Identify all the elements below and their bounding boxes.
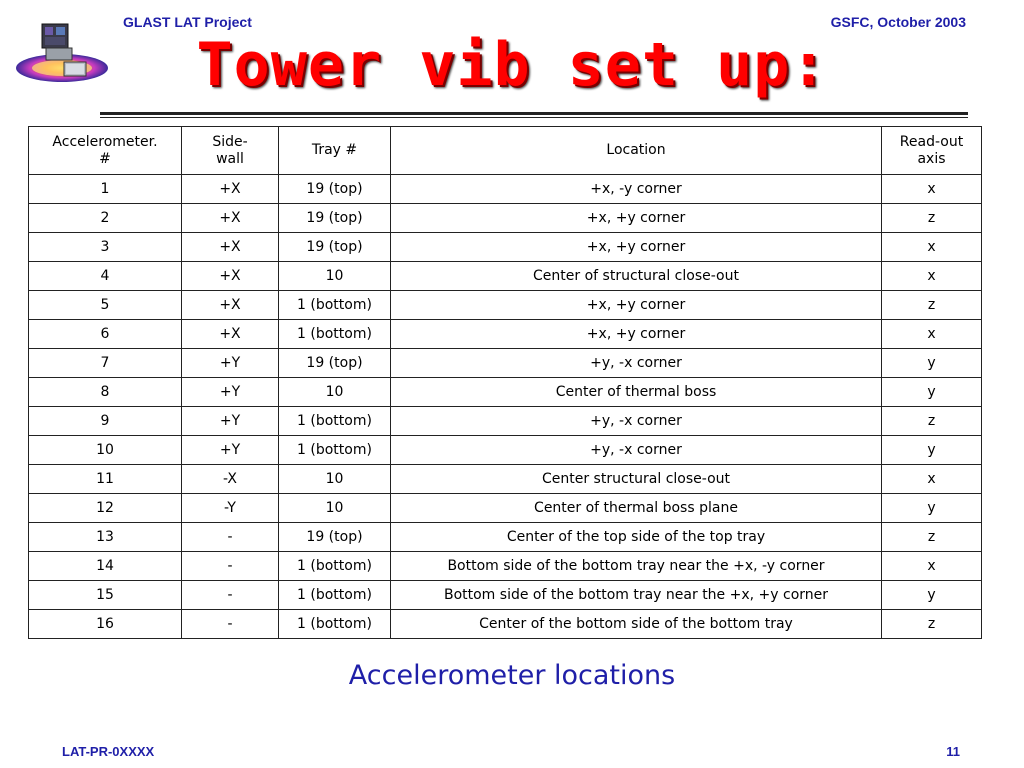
table-cell-col-location: +y, -x corner — [391, 407, 882, 436]
table-cell-col-tray: 10 — [279, 465, 391, 494]
table-cell-col-accelerometer: 8 — [29, 378, 182, 407]
table-cell-col-side-wall: - — [182, 552, 279, 581]
table-row — [29, 320, 982, 349]
table-cell-col-tray: 10 — [279, 262, 391, 291]
table-cell-col-tray: 10 — [279, 494, 391, 523]
table-cell-col-location: Bottom side of the bottom tray near the +x, +y corner — [391, 581, 882, 610]
table-cell-col-tray: 1 (bottom) — [279, 291, 391, 320]
table-cell-col-side-wall: +X — [182, 204, 279, 233]
table-row — [29, 291, 982, 320]
table-cell-col-tray: 19 (top) — [279, 175, 391, 204]
document-number: LAT-PR-0XXXX — [62, 744, 155, 759]
table-cell-col-accelerometer: 9 — [29, 407, 182, 436]
title-divider-thin — [100, 117, 968, 118]
table-cell-col-side-wall: -Y — [182, 494, 279, 523]
table-cell-col-readout-axis: y — [882, 581, 982, 610]
table-cell-col-side-wall: +Y — [182, 436, 279, 465]
header-col-tray — [279, 127, 391, 175]
table-cell-col-location: Bottom side of the bottom tray near the +x, -y corner — [391, 552, 882, 581]
table-cell-col-accelerometer: 4 — [29, 262, 182, 291]
table-cell-col-accelerometer: 14 — [29, 552, 182, 581]
table-cell-col-side-wall: - — [182, 610, 279, 639]
table-cell-col-tray: 1 (bottom) — [279, 552, 391, 581]
table-cell-col-accelerometer: 16 — [29, 610, 182, 639]
table-cell-col-readout-axis: y — [882, 494, 982, 523]
table-row — [29, 233, 982, 262]
header-col-readout-axis — [882, 127, 982, 175]
table-cell-col-location: +y, -x corner — [391, 436, 882, 465]
table-header-row — [29, 127, 982, 175]
table-row — [29, 465, 982, 494]
table-cell-col-location: Center structural close-out — [391, 465, 882, 494]
table-cell-col-readout-axis: x — [882, 552, 982, 581]
table-cell-col-location: +x, -y corner — [391, 175, 882, 204]
table-cell-col-tray: 19 (top) — [279, 523, 391, 552]
table-cell-col-readout-axis: x — [882, 233, 982, 262]
table-cell-col-accelerometer: 5 — [29, 291, 182, 320]
table-cell-col-accelerometer: 10 — [29, 436, 182, 465]
header-project: GLAST LAT Project — [123, 14, 252, 30]
table-cell-col-readout-axis: x — [882, 262, 982, 291]
page-number: 11 — [946, 744, 960, 759]
table-cell-col-location: +y, -x corner — [391, 349, 882, 378]
table-cell-col-readout-axis: x — [882, 175, 982, 204]
table-cell-col-side-wall: +X — [182, 262, 279, 291]
table-cell-col-accelerometer: 12 — [29, 494, 182, 523]
header-col-accelerometer — [29, 127, 182, 175]
table-cell-col-tray: 1 (bottom) — [279, 407, 391, 436]
table-cell-col-location: +x, +y corner — [391, 291, 882, 320]
table-row — [29, 175, 982, 204]
table-cell-col-readout-axis: x — [882, 320, 982, 349]
table-cell-col-side-wall: +Y — [182, 349, 279, 378]
table-row — [29, 552, 982, 581]
table-cell-col-location: Center of structural close-out — [391, 262, 882, 291]
table-cell-col-readout-axis: z — [882, 523, 982, 552]
table-row — [29, 407, 982, 436]
table-cell-col-accelerometer: 11 — [29, 465, 182, 494]
table-row — [29, 262, 982, 291]
table-cell-col-tray: 1 (bottom) — [279, 610, 391, 639]
table-cell-col-side-wall: - — [182, 523, 279, 552]
table-cell-col-location: Center of the top side of the top tray — [391, 523, 882, 552]
table-cell-col-location: +x, +y corner — [391, 320, 882, 349]
header-line: # — [99, 150, 111, 167]
accelerometer-table — [28, 126, 982, 639]
table-cell-col-readout-axis: y — [882, 436, 982, 465]
table-cell-col-location: +x, +y corner — [391, 204, 882, 233]
table-row — [29, 494, 982, 523]
table-cell-col-side-wall: +Y — [182, 407, 279, 436]
table-cell-col-accelerometer: 3 — [29, 233, 182, 262]
table-cell-col-location: Center of thermal boss — [391, 378, 882, 407]
table-row — [29, 436, 982, 465]
header-col-side-wall — [182, 127, 279, 175]
table-cell-col-readout-axis: z — [882, 407, 982, 436]
table-cell-col-accelerometer: 15 — [29, 581, 182, 610]
table-cell-col-readout-axis: x — [882, 465, 982, 494]
table-cell-col-readout-axis: y — [882, 378, 982, 407]
table-cell-col-accelerometer: 1 — [29, 175, 182, 204]
table-cell-col-accelerometer: 7 — [29, 349, 182, 378]
table-row — [29, 610, 982, 639]
title-divider-thick — [100, 112, 968, 115]
table-cell-col-side-wall: -X — [182, 465, 279, 494]
table-cell-col-side-wall: - — [182, 581, 279, 610]
header-line: Read-out — [899, 133, 964, 150]
slide-title: Tower vib set up: — [196, 30, 828, 100]
table-cell-col-tray: 1 (bottom) — [279, 436, 391, 465]
header-line: Accelerometer. — [52, 133, 158, 150]
table-row — [29, 349, 982, 378]
table-cell-col-tray: 1 (bottom) — [279, 581, 391, 610]
table-cell-col-accelerometer: 13 — [29, 523, 182, 552]
header-line: Location — [606, 142, 666, 158]
table-row — [29, 581, 982, 610]
header-line: Side- — [212, 133, 248, 150]
header-line: wall — [216, 150, 244, 167]
table-cell-col-accelerometer: 2 — [29, 204, 182, 233]
table-cell-col-tray: 10 — [279, 378, 391, 407]
table-cell-col-side-wall: +X — [182, 291, 279, 320]
table-cell-col-readout-axis: z — [882, 291, 982, 320]
header-line: Tray # — [311, 142, 358, 158]
table-cell-col-readout-axis: z — [882, 610, 982, 639]
header-col-location — [391, 127, 882, 175]
table-cell-col-side-wall: +X — [182, 175, 279, 204]
table-cell-col-readout-axis: y — [882, 349, 982, 378]
table-row — [29, 204, 982, 233]
table-cell-col-tray: 19 (top) — [279, 349, 391, 378]
table-cell-col-location: Center of thermal boss plane — [391, 494, 882, 523]
table-row — [29, 378, 982, 407]
table-cell-col-side-wall: +X — [182, 233, 279, 262]
table-caption: Accelerometer locations — [348, 660, 676, 691]
table-cell-col-location: +x, +y corner — [391, 233, 882, 262]
header-date: GSFC, October 2003 — [830, 14, 966, 30]
table-cell-col-tray: 19 (top) — [279, 233, 391, 262]
table-row — [29, 523, 982, 552]
table-cell-col-tray: 19 (top) — [279, 204, 391, 233]
header-line: axis — [917, 150, 946, 167]
table-cell-col-readout-axis: z — [882, 204, 982, 233]
table-cell-col-accelerometer: 6 — [29, 320, 182, 349]
table-cell-col-side-wall: +Y — [182, 378, 279, 407]
table-cell-col-location: Center of the bottom side of the bottom tray — [391, 610, 882, 639]
table-cell-col-side-wall: +X — [182, 320, 279, 349]
table-cell-col-tray: 1 (bottom) — [279, 320, 391, 349]
